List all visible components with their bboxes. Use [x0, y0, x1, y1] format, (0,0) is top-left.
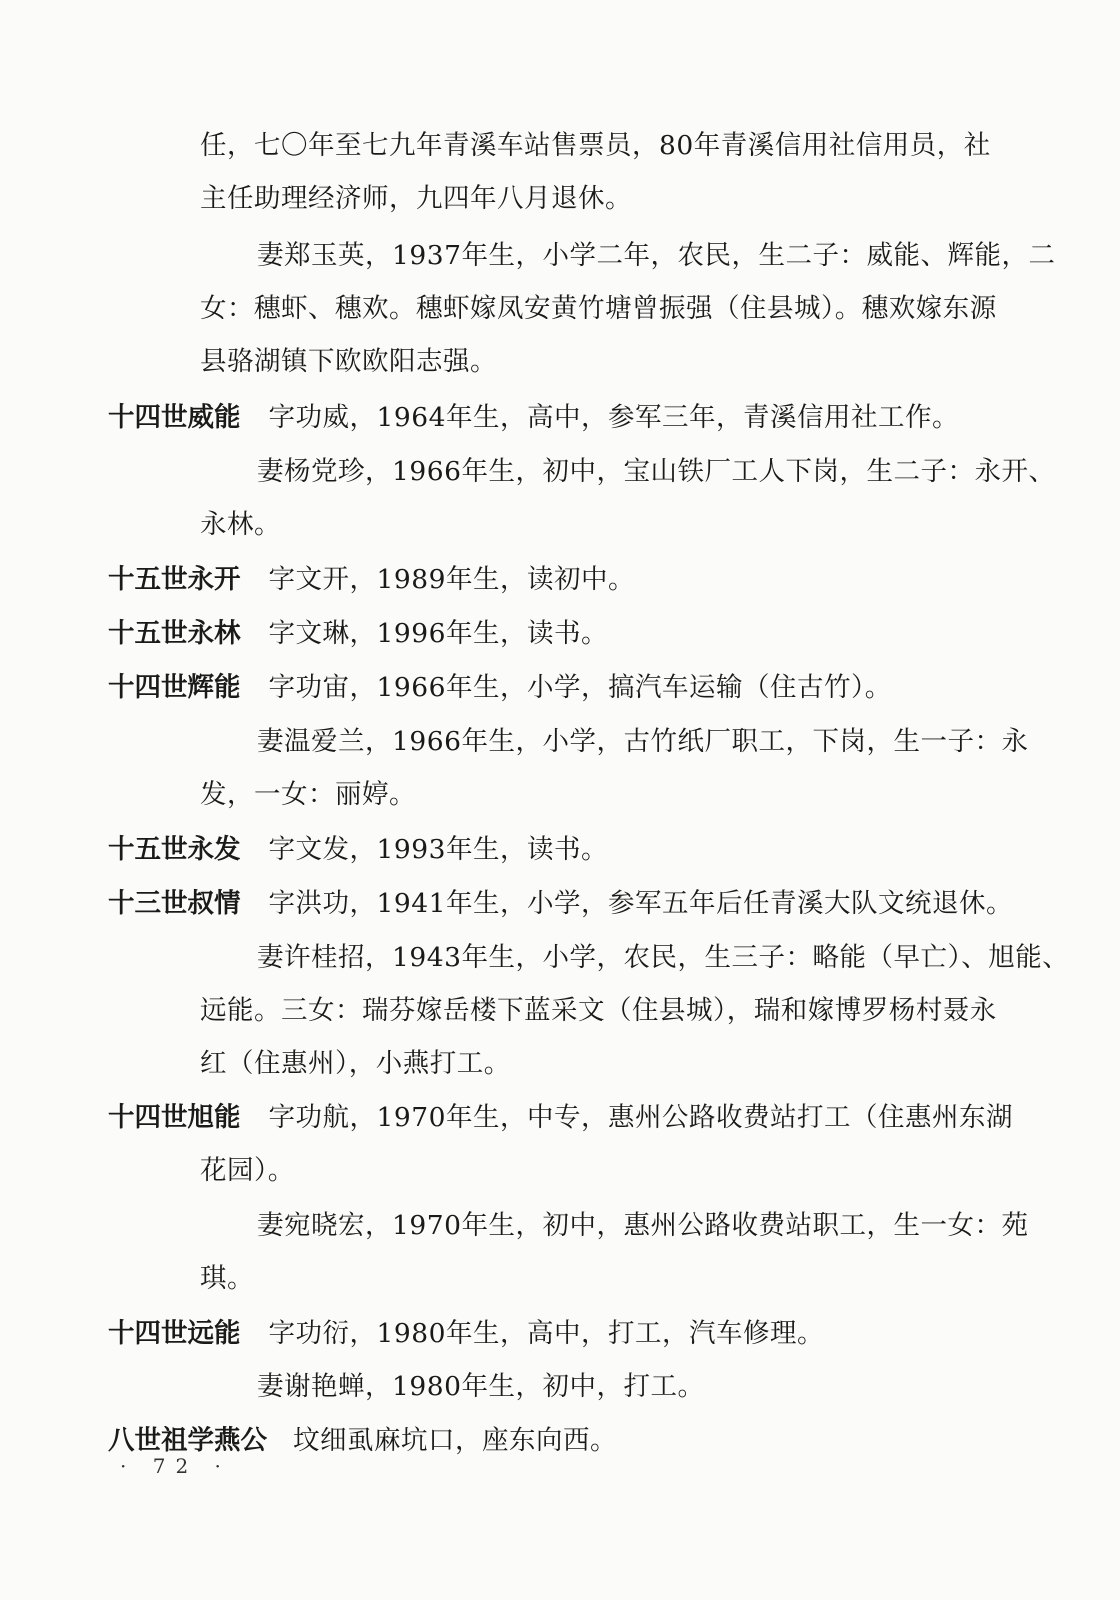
genealogy-entry: 八世祖学燕公 坟细虱麻坑口，座东向西。	[108, 1425, 617, 1456]
page-number: · 72 ·	[120, 1454, 231, 1478]
genealogy-entry: 十四世威能 字功威，1964年生，高中，参军三年，青溪信用社工作。	[108, 402, 959, 433]
genealogy-entry: 十五世永开 字文开，1989年生，读初中。	[108, 564, 635, 595]
text-line: 妻谢艳蝉，1980年生，初中，打工。	[257, 1371, 705, 1402]
text-line: 红（住惠州），小燕打工。	[200, 1048, 511, 1079]
text-line: 妻杨党珍，1966年生，初中，宝山铁厂工人下岗，生二子：永开、	[257, 456, 1056, 487]
text-line: 琪。	[200, 1263, 254, 1294]
genealogy-entry: 十三世叔情 字洪功，1941年生，小学，参军五年后任青溪大队文统退休。	[108, 888, 1013, 919]
generation-name: 十五世永开	[108, 564, 241, 595]
generation-name: 十四世威能	[108, 402, 241, 433]
genealogy-entry: 十四世远能 字功衍，1980年生，高中，打工，汽车修理。	[108, 1318, 824, 1349]
genealogy-entry: 十四世旭能 字功航，1970年生，中专，惠州公路收费站打工（住惠州东湖	[108, 1102, 1013, 1133]
text-line: 永林。	[200, 509, 281, 540]
text-line: 妻温爱兰，1966年生，小学，古竹纸厂职工，下岗，生一子：永	[257, 726, 1029, 757]
text-line: 妻宛晓宏，1970年生，初中，惠州公路收费站职工，生一女：苑	[257, 1210, 1029, 1241]
text-line: 主任助理经济师，九四年八月退休。	[200, 183, 632, 214]
generation-name: 十四世辉能	[108, 672, 241, 703]
text-line: 花园）。	[200, 1155, 295, 1186]
generation-name: 八世祖学燕公	[108, 1425, 267, 1456]
generation-name: 十三世叔情	[108, 888, 241, 919]
text-line: 远能。三女：瑞芬嫁岳楼下蓝采文（住县城），瑞和嫁博罗杨村聂永	[200, 995, 997, 1026]
text-line: 发，一女：丽婷。	[200, 779, 416, 810]
text-line: 任，七〇年至七九年青溪车站售票员，80年青溪信用社信用员，社	[200, 130, 991, 161]
generation-name: 十五世永林	[108, 618, 241, 649]
generation-name: 十四世旭能	[108, 1102, 241, 1133]
text-line: 女：穗虾、穗欢。穗虾嫁凤安黄竹塘曾振强（住县城）。穗欢嫁东源	[200, 293, 997, 324]
genealogy-entry: 十五世永发 字文发，1993年生，读书。	[108, 834, 608, 865]
generation-name: 十五世永发	[108, 834, 241, 865]
generation-name: 十四世远能	[108, 1318, 241, 1349]
text-line: 妻许桂招，1943年生，小学，农民，生三子：略能（早亡）、旭能、	[257, 942, 1070, 973]
text-line: 县骆湖镇下欧欧阳志强。	[200, 346, 497, 377]
genealogy-entry: 十四世辉能 字功宙，1966年生，小学，搞汽车运输（住古竹）。	[108, 672, 892, 703]
text-line: 妻郑玉英，1937年生，小学二年，农民，生二子：威能、辉能，二	[257, 240, 1056, 271]
genealogy-entry: 十五世永林 字文琳，1996年生，读书。	[108, 618, 608, 649]
